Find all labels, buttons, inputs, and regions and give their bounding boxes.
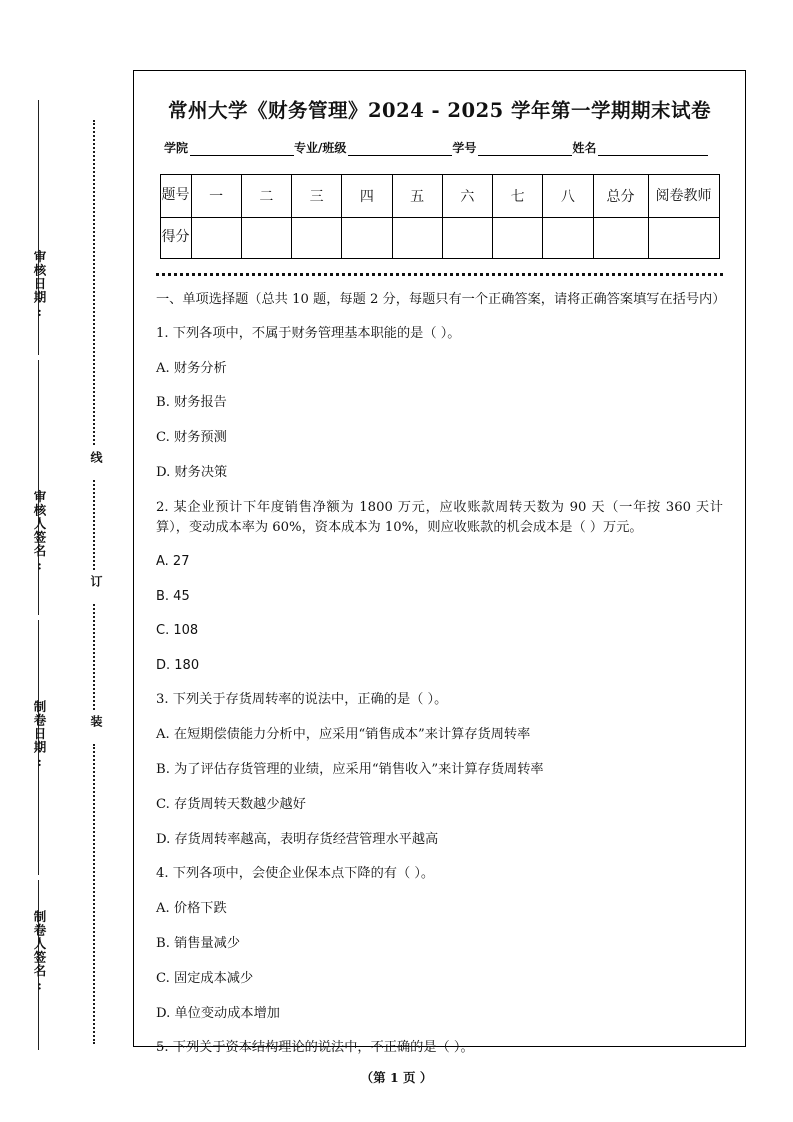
question-2-stem: 2. 某企业预计下年度销售净额为 1800 万元，应收账款周转天数为 90 天（一年按 360 天计算），变动成本率为 60%，资本成本为 10%，则应收账款的机会成本是（ ）万元。 [156,499,723,535]
left-margin [0,0,120,1122]
question-3-option-a[interactable]: A. 在短期偿债能力分析中，应采用“销售成本”来计算存货周转率 [156,727,531,743]
field-name-input[interactable] [598,142,708,156]
score-cell-2[interactable] [241,218,291,259]
field-major-class-label: 专业/班级 [294,141,347,155]
row-header-question-number: 题号 [160,175,191,218]
question-5-stem: 5. 下列关于资本结构理论的说法中，不正确的是（ ）。 [156,1040,474,1056]
margin-label-produce-date: 制卷日期: [32,700,47,770]
fold-dots-mid-b [93,604,95,710]
question-4 [156,864,723,1023]
score-cell-teacher[interactable] [648,218,719,259]
question-1-option-d[interactable]: D. 财务决策 [156,464,228,480]
field-name-label: 姓名 [572,141,597,155]
fold-dots-upper [93,120,95,445]
score-col-2: 二 [241,175,291,218]
page-title: 常州大学《财务管理》2024 - 2025 学年第一学期期末试卷 [167,99,711,122]
score-cell-6[interactable] [442,218,492,259]
field-student-id [452,139,572,156]
question-2-option-b[interactable]: B. 45 [156,588,190,604]
field-major-class-input[interactable] [348,142,452,156]
question-1-option-b[interactable]: B. 财务报告 [156,395,227,411]
score-cell-1[interactable] [191,218,241,259]
question-2 [156,498,723,676]
question-1-option-c[interactable]: C. 财务预测 [156,430,227,446]
question-4-stem: 4. 下列各项中，会使企业保本点下降的有（ ）。 [156,866,435,882]
fold-dots-lower [93,744,95,1044]
table-row-scores [160,218,719,259]
question-1-stem: 1. 下列各项中，不属于财务管理基本职能的是（ ）。 [156,325,461,341]
question-4-option-a[interactable]: A. 价格下跌 [156,901,227,917]
score-cell-7[interactable] [493,218,543,259]
exam-page-frame [133,70,746,1056]
fold-mark-line: 线 [88,448,105,466]
margin-label-review-date: 审核日期: [32,250,47,320]
question-3-option-c[interactable]: C. 存货周转天数越少越好 [156,796,306,812]
score-col-6: 六 [442,175,492,218]
score-col-4: 四 [342,175,392,218]
field-student-id-input[interactable] [478,142,572,156]
field-college-input[interactable] [190,142,294,156]
score-col-teacher: 阅卷教师 [648,175,719,218]
question-2-option-a[interactable]: A. 27 [156,554,190,570]
fold-dots-mid-a [93,480,95,570]
question-1 [156,324,723,483]
score-cell-total[interactable] [593,218,648,259]
score-col-7: 七 [493,175,543,218]
question-4-option-b[interactable]: B. 销售量减少 [156,935,241,951]
score-cell-5[interactable] [392,218,442,259]
score-col-1: 一 [191,175,241,218]
table-row-question-numbers [160,175,719,218]
field-college [164,139,294,156]
fold-mark-bind: 订 [88,572,105,590]
score-cell-8[interactable] [543,218,593,259]
section-heading: 一、单项选择题（总共 10 题，每题 2 分，每题只有一个正确答案，请将正确答案填写在括号内） [156,292,726,307]
question-5 [156,1038,723,1058]
question-4-option-c[interactable]: C. 固定成本减少 [156,970,254,986]
score-col-8: 八 [543,175,593,218]
score-cell-4[interactable] [342,218,392,259]
fold-mark-pack: 装 [88,712,105,730]
score-col-3: 三 [292,175,342,218]
page-number-footer: （第 1 页 ） [360,1070,433,1085]
score-col-5: 五 [392,175,442,218]
question-3 [156,690,723,849]
row-header-score: 得分 [160,218,191,259]
question-2-option-c[interactable]: C. 108 [156,623,199,639]
question-4-option-d[interactable]: D. 单位变动成本增加 [156,1005,280,1021]
score-table [160,174,720,259]
question-3-option-d[interactable]: D. 存货周转率越高，表明存货经营管理水平越高 [156,831,439,847]
question-2-option-d[interactable]: D. 180 [156,657,200,673]
margin-label-producer-signature: 制卷人签名: [32,910,47,994]
margin-rule-2 [38,360,39,615]
question-3-option-b[interactable]: B. 为了评估存货管理的业绩，应采用“销售收入”来计算存货周转率 [156,761,544,777]
score-col-total: 总分 [593,175,648,218]
field-college-label: 学院 [164,141,189,155]
question-1-option-a[interactable]: A. 财务分析 [156,360,227,376]
field-major-class [294,139,452,156]
dotted-separator [156,273,723,276]
questions-body [156,290,726,1058]
field-name [572,139,708,156]
score-cell-3[interactable] [292,218,342,259]
margin-label-reviewer-signature: 审核人签名: [32,490,47,574]
student-info-line [164,139,721,156]
question-3-stem: 3. 下列关于存货周转率的说法中，正确的是（ ）。 [156,692,448,708]
field-student-id-label: 学号 [452,141,477,155]
